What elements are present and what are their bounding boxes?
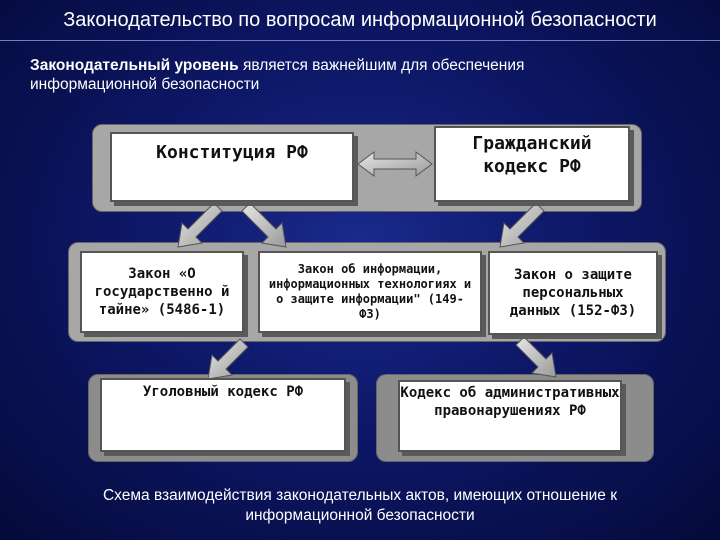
information-law-box	[258, 251, 482, 333]
constitution-box	[110, 132, 354, 202]
slide-title: Законодательство по вопросам информационной безопасности	[63, 9, 657, 31]
arrow-to-criminal-icon	[208, 339, 248, 379]
double-arrow-icon	[358, 152, 432, 176]
personal-data-law-label: Закон о защите персональных данных (152-ФЗ)	[509, 267, 637, 319]
admin-code-box	[398, 380, 622, 452]
arrow-down-right-icon	[242, 203, 286, 247]
criminal-code-box	[100, 378, 346, 452]
diagram-caption: Схема взаимодействия законодательных актов, имеющих отношение к информационной безопасности	[102, 487, 618, 524]
criminal-code-label: Уголовный кодекс РФ	[142, 384, 304, 400]
information-law-label: Закон об информации, информационных технологиях и о защите информации" (149-ФЗ)	[268, 262, 472, 321]
state-secret-law-box	[80, 251, 244, 333]
intro-rest: является важнейшим для обеспечения информационной безопасности	[30, 57, 525, 93]
arrow-to-admin-icon	[516, 337, 556, 377]
personal-data-law-box	[488, 251, 658, 335]
constitution-label: Конституция РФ	[156, 142, 308, 163]
intro-bold: Законодательный уровень	[30, 57, 239, 74]
state-secret-law-label: Закон «О государственно й тайне» (5486-1)	[94, 266, 230, 318]
admin-code-label: Кодекс об административных правонарушениях РФ	[400, 385, 620, 419]
civil-code-label: Гражданский кодекс РФ	[472, 133, 592, 177]
arrow-civil-down-icon	[500, 203, 544, 247]
arrow-down-left-icon	[178, 203, 222, 247]
civil-code-box	[434, 126, 630, 202]
